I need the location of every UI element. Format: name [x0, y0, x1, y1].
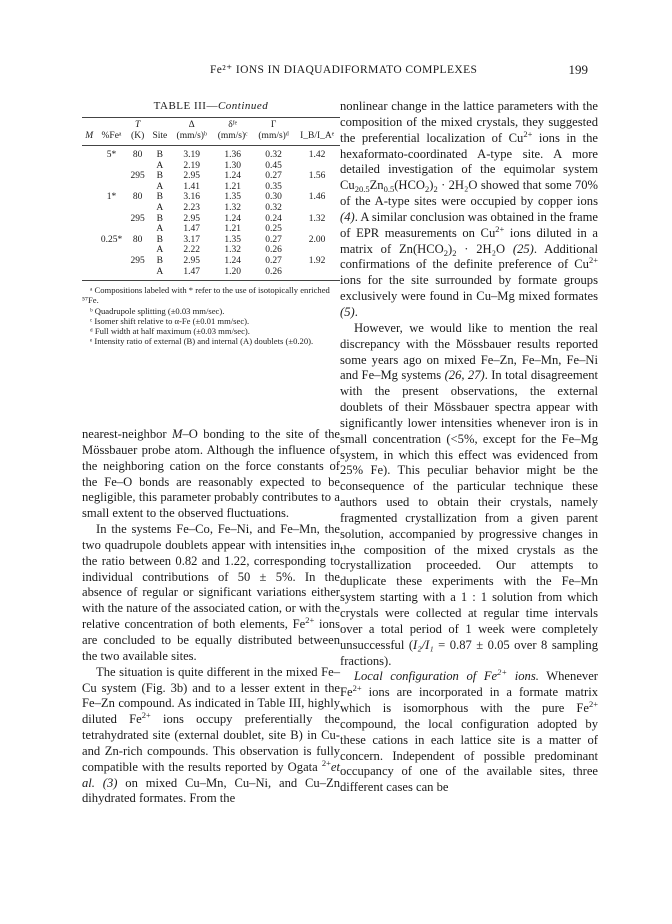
col-head-t: T	[127, 118, 149, 132]
left-column	[82, 427, 340, 807]
table-cell: 2.95	[183, 255, 201, 266]
table-row	[82, 245, 340, 256]
table-cell: 1.32	[308, 213, 326, 224]
table-cell: 1.32	[224, 245, 241, 256]
table-cell: 2.00	[308, 234, 326, 245]
table-cell	[127, 267, 149, 281]
table-cell	[294, 267, 340, 281]
table-cell	[294, 203, 340, 214]
col-head-pct-fe: %Feᵃ	[96, 131, 126, 146]
table-title: TABLE III—Continued	[153, 100, 269, 112]
table-cell: 1.42	[308, 150, 326, 160]
table-cell: 295	[130, 255, 145, 266]
running-head: Fe²⁺ IONS IN DIAQUADIFORMATO COMPLEXES	[210, 64, 478, 76]
table-cell	[127, 182, 149, 193]
table-cell: A	[156, 224, 164, 235]
table-cell: 295	[130, 213, 145, 224]
table-cell	[127, 203, 149, 214]
col-head-delta: Δ	[171, 118, 212, 132]
table-row	[82, 214, 340, 225]
col-head-unit-gamma: (mm/s)ᵈ	[253, 131, 294, 146]
table-cell: 3.17	[183, 234, 201, 245]
table-cell: 1.21	[224, 181, 241, 192]
table-cell: A	[156, 202, 164, 213]
table-cell: 80	[132, 150, 143, 160]
table-row	[82, 235, 340, 246]
table-cell: B	[156, 234, 164, 245]
right-paragraph-2: However, we would like to mention the real discrepancy with the Mössbauer results reported some years ago on mixed Fe–Zn, Fe–Mn, Fe–Ni and Fe–Mg systems (26, 27). In total disagreement with the present observations, the external doublets of their Mössbauer spectra appear with significantly lower intensities whenever iron is in small concentration (<5%, except for the Fe–Mg system, in which this effect was evidenced from 25% Fe). This peculiar behavior might be the consequence of the particular technique these authors used to obtain their crystals, namely fragmented crystallization from a given parent solution, accompanied by progressive changes in the composition of the mixed crystals as the crystallization proceeded. Our attempts to duplicate these experiments with the Fe–Mn system starting with a 1 : 1 solution from which crystals were collected at regular time intervals over a total period of 1 week were completely unsuccessful (I₂/I₁ = 0.87 ± 0.05 over 8 sampling fractions).	[340, 320, 599, 668]
table-cell: 2.22	[183, 245, 201, 256]
table-row	[82, 256, 340, 267]
col-head-site: Site	[149, 131, 172, 146]
table-cell	[82, 224, 96, 235]
table-cell	[82, 192, 96, 203]
table-cell	[294, 182, 340, 193]
table-cell: 0.27	[265, 171, 282, 182]
table-cell	[127, 245, 149, 256]
table-cell: 2.95	[183, 171, 201, 182]
table-footnote: ᵇ Quadrupole splitting (±0.03 mm/sec).	[90, 305, 225, 316]
table-cell: 0.24	[265, 213, 282, 224]
table-cell	[96, 203, 126, 214]
table-cell: B	[156, 255, 164, 266]
table-cell: B	[156, 171, 164, 182]
table-cell: B	[156, 150, 164, 160]
table-cell: 1.41	[183, 181, 201, 192]
table-iii	[82, 100, 340, 346]
table-header-row-1	[82, 118, 340, 132]
table-cell	[82, 245, 96, 256]
col-head-unit-delta: (mm/s)ᵇ	[171, 131, 212, 146]
left-paragraph-1: nearest-neighbor M–O bonding to the site of the Mössbauer probe atom. Although the influence of the neighboring cation on the force constants of the Fe–O bonds are reasonably expected to be negligible, this parameter probably contributes to a small extent to the observed fluctuations.	[82, 427, 340, 521]
table-cell	[96, 182, 126, 193]
col-head-delta-fe: δᶠᵉ	[212, 118, 253, 132]
table-cell: A	[156, 245, 164, 256]
table-cell	[96, 267, 126, 281]
table-cell	[294, 224, 340, 235]
table-cell	[294, 245, 340, 256]
table-cell: 1*	[106, 192, 117, 203]
table-cell: 0.45	[265, 160, 282, 171]
table-cell: 80	[132, 234, 143, 245]
table-cell: 1.24	[224, 255, 241, 266]
table-row	[82, 146, 340, 161]
table-cell: 1.92	[308, 255, 326, 266]
col-head-ratio: I_B/I_Aᵉ	[294, 131, 340, 146]
table-cell	[96, 245, 126, 256]
table-cell: 0.32	[265, 202, 282, 213]
right-column	[340, 99, 598, 796]
table-cell: 0.26	[253, 267, 294, 281]
table-cell	[82, 182, 96, 193]
table-footnote: ᵃ Compositions labeled with * refer to the use of isotopically enriched ⁵⁷Fe.	[82, 285, 330, 306]
col-head-gamma: Γ	[253, 118, 294, 132]
left-paragraph-2: In the systems Fe–Co, Fe–Ni, and Fe–Mn, the two quadrupole doublets appear with intensities in the ratio between 0.82 and 1.22, corresponding to individual contributions of 50 ± 5%. In the absence of regular or significant variations either with the nature of the associated cation, or with the relative concentration of both elements, $Fe^{2+}$ ions are concluded to be equally distributed between the two available sites.	[82, 522, 340, 663]
table-cell: 1.30	[224, 160, 241, 171]
table-cell	[127, 161, 149, 172]
table-cell: 0.26	[265, 245, 282, 256]
table-cell	[294, 161, 340, 172]
table-footnotes	[82, 285, 340, 346]
table-cell: B	[156, 192, 164, 203]
table-cell: 5*	[106, 150, 117, 160]
table-row	[82, 192, 340, 203]
table-cell: 0.25	[265, 224, 282, 235]
table-cell	[82, 146, 96, 161]
col-head-m: M	[82, 131, 96, 146]
table-cell	[96, 214, 126, 225]
table-footnote: ᵉ Intensity ratio of external (B) and internal (A) doublets (±0.20).	[90, 336, 314, 347]
table-cell	[96, 161, 126, 172]
table-cell	[82, 161, 96, 172]
table-cell: 1.36	[224, 150, 241, 160]
table-cell	[82, 203, 96, 214]
table-cell: 2.19	[183, 160, 201, 171]
table-cell: 2.95	[183, 213, 201, 224]
table-cell: 3.16	[183, 192, 201, 203]
table-cell: 1.35	[224, 192, 241, 203]
table-cell	[127, 224, 149, 235]
table-cell: 0.27	[265, 234, 282, 245]
data-table	[82, 117, 340, 281]
table-footnote: ᶜ Isomer shift relative to α-Fe (±0.01 mm/sec).	[90, 315, 250, 326]
table-cell: 0.25*	[100, 234, 123, 245]
table-row	[82, 267, 340, 281]
table-row	[82, 161, 340, 172]
table-cell: 0.32	[265, 150, 282, 160]
page-number: 199	[568, 62, 588, 77]
table-cell: 0.35	[265, 181, 282, 192]
table-cell	[96, 171, 126, 182]
table-footnote: ᵈ Full width at half maximum (±0.03 mm/sec).	[90, 325, 250, 336]
table-cell: 0.27	[265, 255, 282, 266]
table-cell: 80	[132, 192, 143, 203]
table-cell	[82, 267, 96, 281]
right-paragraph-1: nonlinear change in the lattice parameters with the composition of the mixed crystals, they suggested the preferential localization of $Cu^{2+}$ ions in the hexaformato-coordinated A-type site. A more detailed investigation of the equimolar system $Cu_{20.5}Zn_{0.5}(HCO_2)_2 \cdot 2H_2O$ showed that some 70% of the A-type sites were occupied by copper ions (4). A similar conclusion was obtained in the frame of EPR measurements on $Cu^{2+}$ ions diluted in a matrix of $Zn(HCO_2)_2 \cdot 2H_2O$ (25). Additional confirmations of the definite preference of $Cu^{2+}$ ions for the site surrounded by formate groups exclusively were found in Cu–Mg mixed formates (5).	[340, 99, 599, 319]
table-cell: 1.35	[224, 234, 241, 245]
table-cell: 0.30	[265, 192, 282, 203]
table-row	[82, 171, 340, 182]
table-cell	[96, 256, 126, 267]
left-paragraph-3: The situation is quite different in the mixed Fe–Cu system (Fig. 3b) and to a lesser extent in the Fe–Zn compound. As indicated in Table III, highly diluted $Fe^{2+}$ ions occupy preferentially the tetrahydrated site (external doublet, site B) in Cu- and Zn-rich compounds. This observation is fully compatible with the results reported by Ogata $^{2+}$et al. (3) on mixed Cu–Mn, Cu–Ni, and Cu–Zn dihydrated formates. From the	[82, 664, 340, 806]
table-cell: 1.21	[224, 224, 241, 235]
table-cell: 3.19	[183, 150, 201, 160]
table-cell	[82, 171, 96, 182]
table-cell	[96, 224, 126, 235]
col-head-unit-delta-fe: (mm/s)ᶜ	[212, 131, 253, 146]
table-cell	[82, 214, 96, 225]
table-cell: 2.23	[183, 202, 201, 213]
table-cell	[82, 235, 96, 246]
table-cell: A	[149, 267, 172, 281]
table-header-row-2	[82, 131, 340, 146]
table-cell: A	[156, 160, 164, 171]
table-cell: 1.32	[224, 202, 241, 213]
table-cell: 1.46	[308, 192, 326, 203]
table-cell: 1.24	[224, 213, 241, 224]
table-row	[82, 182, 340, 193]
table-row	[82, 224, 340, 235]
table-cell: B	[156, 213, 164, 224]
table-body	[82, 146, 340, 281]
page-header	[0, 62, 672, 82]
table-cell: 295	[130, 171, 145, 182]
table-cell: 1.47	[183, 224, 201, 235]
table-row	[82, 203, 340, 214]
col-head-k: (K)	[127, 131, 149, 146]
right-paragraph-3: Local configuration of $Fe^{2+}$ ions. Whenever $Fe^{2+}$ ions are incorporated in a formate matrix which is isomorphous with the pure $Fe^{2+}$ compound, the local configuration adopted by these cations in each lattice site is a matter of concern. Independent of possible predominant occupancy of one of the available sites, three different cases can be	[340, 667, 598, 795]
table-cell: 1.56	[308, 171, 326, 182]
table-cell: A	[156, 181, 164, 192]
table-cell	[82, 256, 96, 267]
table-cell: 1.24	[224, 171, 241, 182]
table-cell: 1.47	[171, 267, 212, 281]
table-cell: 1.20	[212, 267, 253, 281]
